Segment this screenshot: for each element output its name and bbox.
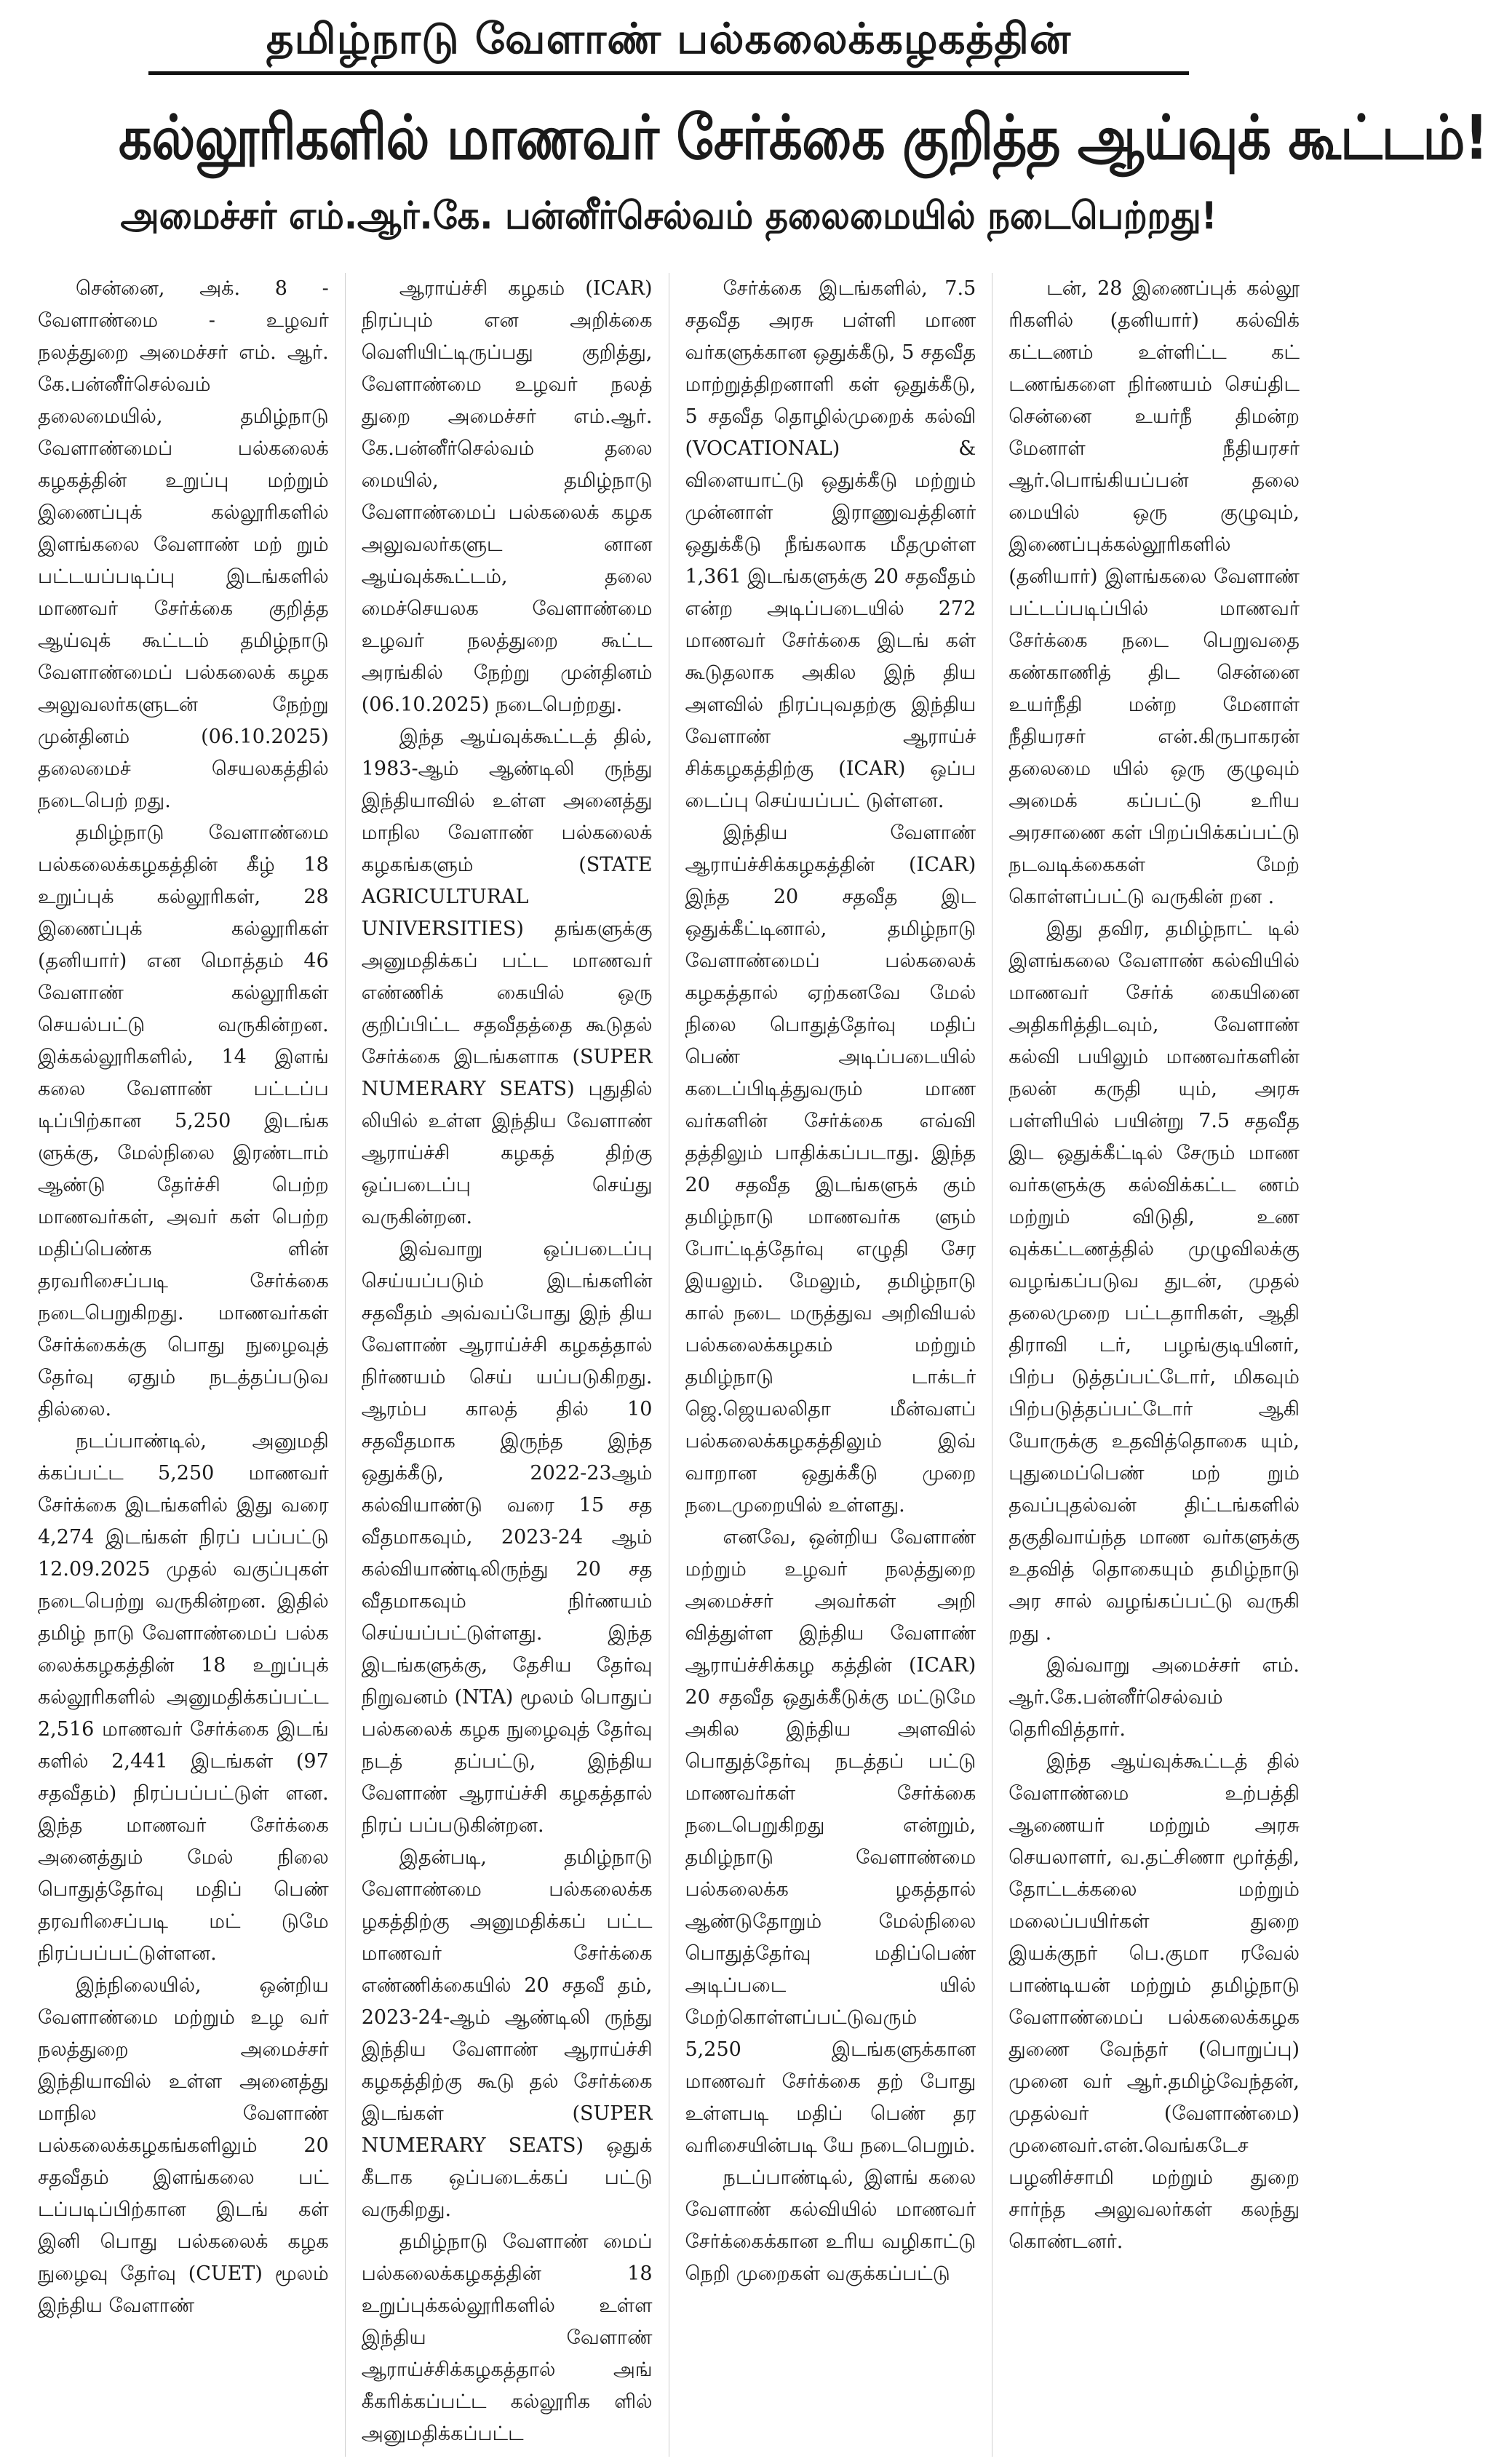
headline: கல்லூரிகளில் மாணவர் சேர்க்கை குறித்த ஆய்வுக் கூட்டம்! (119, 102, 1488, 173)
paragraph: சேர்க்கை இடங்களில், 7.5 சதவீத அரசு பள்ளி மாண வர்களுக்கான ஒதுக்கீடு, 5 சதவீத மாற்றுத்திறனாளி கள் ஒதுக்கீடு, 5 சதவீத தொழில்முறைக் கல்வி (VOCATIONAL) & விளையாட்டு ஒதுக்கீடு மற்றும் முன்னாள் இராணுவத்தினர் ஒதுக்கீடு நீங்கலாக மீதமுள்ள 1,361 இடங்களுக்கு 20 சதவீதம் என்ற அடிப்படையில் 272 மாணவர் சேர்க்கை இடங் கள் கூடுதலாக அகில இந் திய அளவில் நிரப்புவதற்கு இந்திய வேளாண் ஆராய்ச் சிக்கழகத்திற்கு (ICAR) ஒப்ப டைப்பு செய்யப்பட் டுள்ளன. (685, 277, 976, 812)
paragraph: இவ்வாறு ஒப்படைப்பு செய்யப்படும் இடங்களின் சதவீதம் அவ்வப்போது இந் திய வேளாண் ஆராய்ச்சி கழகத்தால் நிர்ணயம் செய் யப்படுகிறது. ஆரம்ப காலத் தில் 10 சதவீதமாக இருந்த இந்த ஒதுக்கீடு, 2022-23ஆம் கல்வியாண்டு வரை 15 சத வீதமாகவும், 2023-24 ஆம் கல்வியாண்டிலிருந்து 20 சத வீதமாகவும் நிர்ணயம் செய்யப்பட்டுள்ளது. இந்த இடங்களுக்கு, தேசிய தேர்வு நிறுவனம் (NTA) மூலம் பொதுப் பல்கலைக் கழக நுழைவுத் தேர்வு நடத் தப்பட்டு, இந்திய வேளாண் ஆராய்ச்சி கழகத்தால் நிரப் பப்படுகின்றன. (361, 1238, 653, 1837)
subheadline: அமைச்சர் எம்.ஆர்.கே. பன்னீர்செல்வம் தலைமையில் நடைபெற்றது! (120, 194, 1217, 238)
paragraph: ஆராய்ச்சி கழகம் (ICAR) நிரப்பும் என அறிக்கை வெளியிட்டிருப்பது குறித்து, வேளாண்மை உழவர் நலத் துறை அமைச்சர் எம்.ஆர். கே.பன்னீர்செல்வம் தலை மையில், தமிழ்நாடு வேளாண்மைப் பல்கலைக் கழக அலுவலர்களுட னான ஆய்வுக்கூட்டம், தலை மைச்செயலக வேளாண்மை உழவர் நலத்துறை கூட்ட அரங்கில் நேற்று முன்தினம் (06.10.2025) நடைபெற்றது. (361, 277, 653, 716)
paragraph: இவ்வாறு அமைச்சர் எம். ஆர்.கே.பன்னீர்செல்வம் தெரிவித்தார். (1008, 1654, 1300, 1741)
paragraph: சென்னை, அக். 8 - வேளாண்மை - உழவர் நலத்துறை அமைச்சர் எம். ஆர். கே.பன்னீர்செல்வம் தலைமையில், தமிழ்நாடு வேளாண்மைப் பல்கலைக் கழகத்தின் உறுப்பு மற்றும் இணைப்புக் கல்லூரிகளில் இளங்கலை வேளாண் மற் றும் பட்டயப்படிப்பு இடங்களில் மாணவர் சேர்க்கை குறித்த ஆய்வுக் கூட்டம் தமிழ்நாடு வேளாண்மைப் பல்கலைக் கழக அலுவலர்களுடன் நேற்று முன்தினம் (06.10.2025) தலைமைச் செயலகத்தில் நடைபெற் றது. (38, 277, 329, 812)
article-body (22, 273, 1316, 2457)
paragraph: இது தவிர, தமிழ்நாட் டில் இளங்கலை வேளாண் கல்வியில் மாணவர் சேர்க் கையினை அதிகரித்திடவும், வேளாண் கல்வி பயிலும் மாணவர்களின் நலன் கருதி யும், அரசு பள்ளியில் பயின்று 7.5 சதவீத இட ஒதுக்கீட்டில் சேரும் மாண வர்களுக்கு கல்விக்கட்ட ணம் மற்றும் விடுதி, உண வுக்கட்டணத்தில் முழுவிலக்கு வழங்கப்படுவ துடன், முதல் தலைமுறை பட்டதாரிகள், ஆதி திராவி டர், பழங்குடியினர், பிற்ப டுத்தப்பட்டோர், மிகவும் பிற்படுத்தப்பட்டோர் ஆகி யோருக்கு உதவித்தொகை யும், புதுமைப்பெண் மற் றும் தவப்புதல்வன் திட்டங்களில் தகுதிவாய்ந்த மாண வர்களுக்கு உதவித் தொகையும் தமிழ்நாடு அர சால் வழங்கப்பட்டு வருகி றது . (1008, 918, 1300, 1645)
paragraph: நடப்பாண்டில், அனுமதி க்கப்பட்ட 5,250 மாணவர் சேர்க்கை இடங்களில் இது வரை 4,274 இடங்கள் நிரப் பப்பட்டு 12.09.2025 முதல் வகுப்புகள் நடைபெற்று வருகின்றன. இதில் தமிழ் நாடு வேளாண்மைப் பல்க லைக்கழகத்தின் 18 உறுப்புக் கல்லூரிகளில் அனுமதிக்கப்பட்ட 2,516 மாணவர் சேர்க்கை இடங் களில் 2,441 இடங்கள் (97 சதவீதம்) நிரப்பப்பட்டுள் ளன. இந்த மாணவர் சேர்க்கை அனைத்தும் மேல் நிலை பொதுத்தேர்வு மதிப் பெண் தரவரிசைப்படி மட் டுமே நிரப்பப்பட்டுள்ளன. (38, 1430, 329, 1965)
paragraph: நடப்பாண்டில், இளங் கலை வேளாண் கல்வியில் மாணவர் சேர்க்கைக்கான உரிய வழிகாட்டு நெறி முறைகள் வகுக்கப்பட்டு (685, 2166, 976, 2285)
paragraph: இந்திய வேளாண் ஆராய்ச்சிக்கழகத்தின் (ICAR) இந்த 20 சதவீத இட ஒதுக்கீட்டினால், தமிழ்நாடு வேளாண்மைப் பல்கலைக் கழகத்தால் ஏற்கனவே மேல் நிலை பொதுத்தேர்வு மதிப் பெண் அடிப்படையில் கடைப்பிடித்துவரும் மாண வர்களின் சேர்க்கை எவ்வி தத்திலும் பாதிக்கப்படாது. இந்த 20 சதவீத இடங்களுக் கும் தமிழ்நாடு மாணவர்க ளும் போட்டித்தேர்வு எழுதி சேர இயலும். மேலும், தமிழ்நாடு கால் நடை மருத்துவ அறிவியல் பல்கலைக்கழகம் மற்றும் தமிழ்நாடு டாக்டர் ஜெ.ஜெயலலிதா மீன்வளப் பல்கலைக்கழகத்திலும் இவ் வாறான ஒதுக்கீடு முறை நடைமுறையில் உள்ளது. (685, 822, 976, 1517)
column-3 (669, 273, 992, 2457)
paragraph: இந்த ஆய்வுக்கூட்டத் தில் வேளாண்மை உற்பத்தி ஆணையர் மற்றும் அரசு செயலாளர், வ.தட்சிணா மூர்த்தி, தோட்டக்கலை மற்றும் மலைப்பயிர்கள் துறை இயக்குநர் பெ.குமா ரவேல் பாண்டியன் மற்றும் தமிழ்நாடு வேளாண்மைப் பல்கலைக்கழக துணை வேந்தர் (பொறுப்பு) முனை வர் ஆர்.தமிழ்வேந்தன், முதல்வர் (வேளாண்மை) முனைவர்.என்.வெங்கடேச பழனிச்சாமி மற்றும் துறை சார்ந்த அலுவலர்கள் கலந்து கொண்டனர். (1008, 1750, 1300, 2253)
paragraph: இந்த ஆய்வுக்கூட்டத் தில், 1983-ஆம் ஆண்டிலி ருந்து இந்தியாவில் உள்ள அனைத்து மாநில வேளாண் பல்கலைக் கழகங்களும் (STATE AGRICULTURAL UNIVERSITIES) தங்களுக்கு அனுமதிக்கப் பட்ட மாணவர் எண்ணிக் கையில் ஒரு குறிப்பிட்ட சதவீதத்தை கூடுதல் சேர்க்கை இடங்களாக (SUPER NUMERARY SEATS) புதுதில் லியில் உள்ள இந்திய வேளாண் ஆராய்ச்சி கழகத் திற்கு ஒப்படைப்பு செய்து வருகின்றன. (361, 726, 653, 1228)
paragraph: டன், 28 இணைப்புக் கல்லூ ரிகளில் (தனியார்) கல்விக் கட்டணம் உள்ளிட்ட கட் டணங்களை நிர்ணயம் செய்திட சென்னை உயர்நீ திமன்ற மேனாள் நீதியரசர் ஆர்.பொங்கியப்பன் தலை மையில் ஒரு குழுவும், இணைப்புக்கல்லூரிகளில் (தனியார்) இளங்கலை வேளாண் பட்டப்படிப்பில் மாணவர் சேர்க்கை நடை பெறுவதை கண்காணித் திட சென்னை உயர்நீதி மன்ற மேனாள் நீதியரசர் என்.கிருபாகரன் தலைமை யில் ஒரு குழுவும் அமைக் கப்பட்டு உரிய அரசாணை கள் பிறப்பிக்கப்பட்டு நடவடிக்கைகள் மேற் கொள்ளப்பட்டு வருகின் றன . (1008, 277, 1300, 908)
kicker-line: தமிழ்நாடு வேளாண் பல்கலைக்கழகத்தின் (148, 10, 1189, 75)
paragraph: எனவே, ஒன்றிய வேளாண் மற்றும் உழவர் நலத்துறை அமைச்சர் அவர்கள் அறி வித்துள்ள இந்திய வேளாண் ஆராய்ச்சிக்கழ கத்தின் (ICAR) 20 சதவீத ஒதுக்கீடுக்கு மட்டுமே அகில இந்திய அளவில் பொதுத்தேர்வு நடத்தப் பட்டு மாணவர்கள் சேர்க்கை நடைபெறுகிறது என்றும், தமிழ்நாடு வேளாண்மை பல்கலைக்க ழகத்தால் ஆண்டுதோறும் மேல்நிலை பொதுத்தேர்வு மதிப்பெண் அடிப்படை யில் மேற்கொள்ளப்பட்டுவரும் 5,250 இடங்களுக்கான மாணவர் சேர்க்கை தற் போது உள்ளபடி மதிப் பெண் தர வரிசையின்படி யே நடைபெறும். (685, 1526, 976, 2157)
paragraph: தமிழ்நாடு வேளாண் மைப் பல்கலைக்கழகத்தின் 18 உறுப்புக்கல்லூரிகளில் உள்ள இந்திய வேளாண் ஆராய்ச்சிக்கழகத்தால் அங் கீகரிக்கப்பட்ட கல்லூரிக ளில் அனுமதிக்கப்பட்ட (361, 2230, 653, 2445)
column-4 (992, 273, 1316, 2457)
column-2 (345, 273, 669, 2457)
column-1 (22, 273, 345, 2457)
paragraph: தமிழ்நாடு வேளாண்மை பல்கலைக்கழகத்தின் கீழ் 18 உறுப்புக் கல்லூரிகள், 28 இணைப்புக் கல்லூரிகள் (தனியார்) என மொத்தம் 46 வேளாண் கல்லூரிகள் செயல்பட்டு வருகின்றன. இக்கல்லூரிகளில், 14 இளங் கலை வேளாண் பட்டப்ப டிப்பிற்கான 5,250 இடங்க ளுக்கு, மேல்நிலை இரண்டாம் ஆண்டு தேர்ச்சி பெற்ற மாணவர்கள், அவர் கள் பெற்ற மதிப்பெண்க ளின் தரவரிசைப்படி சேர்க்கை நடைபெறுகிறது. மாணவர்கள் சேர்க்கைக்கு பொது நுழைவுத் தேர்வு ஏதும் நடத்தப்படுவ தில்லை. (38, 822, 329, 1420)
paragraph: இந்நிலையில், ஒன்றிய வேளாண்மை மற்றும் உழ வர் நலத்துறை அமைச்சர் இந்தியாவில் உள்ள அனைத்து மாநில வேளாண் பல்கலைக்கழகங்களிலும் 20 சதவீதம் இளங்கலை பட் டப்படிப்பிற்கான இடங் கள் இனி பொது பல்கலைக் கழக நுழைவு தேர்வு (CUET) மூலம் இந்திய வேளாண் (38, 1974, 329, 2317)
paragraph: இதன்படி, தமிழ்நாடு வேளாண்மை பல்கலைக்க ழகத்திற்கு அனுமதிக்கப் பட்ட மாணவர் சேர்க்கை எண்ணிக்கையில் 20 சதவீ தம், 2023-24-ஆம் ஆண்டிலி ருந்து இந்திய வேளாண் ஆராய்ச்சி கழகத்திற்கு கூடு தல் சேர்க்கை இடங்கள் (SUPER NUMERARY SEATS) ஒதுக் கீடாக ஒப்படைக்கப் பட்டு வருகிறது. (361, 1846, 653, 2221)
